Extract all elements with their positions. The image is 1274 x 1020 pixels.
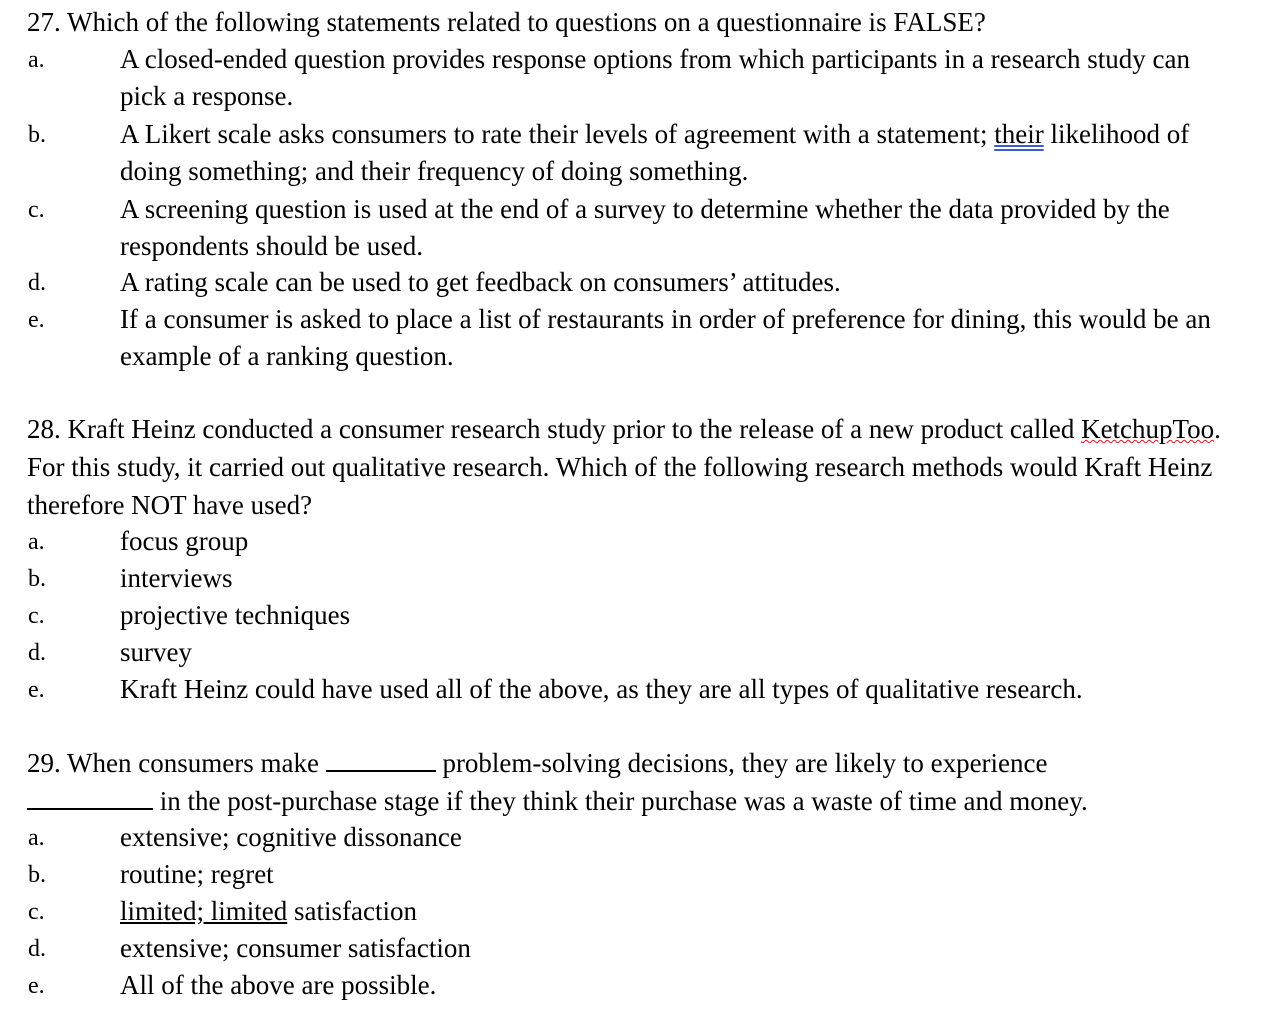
q28-option-e-text: Kraft Heinz could have used all of the above, as they are all types of qualitative research. [120, 674, 1083, 704]
q29-option-c-text: limited; limited satisfaction [120, 896, 417, 926]
q29-option-d-text: extensive; consumer satisfaction [120, 933, 471, 963]
q29-option-e-letter: e. [28, 973, 45, 999]
q29-option-b-text: routine; regret [120, 859, 274, 889]
q27-option-e-letter: e. [28, 307, 45, 333]
q27-option-b-letter: b. [28, 122, 46, 148]
q28-option-a-letter: a. [28, 529, 45, 555]
q27-option-b-text: A Likert scale asks consumers to rate their levels of agreement with a statement; their likelihood of doing something; and their frequency of doing something. [120, 119, 1190, 186]
q27-option-d-text: A rating scale can be used to get feedback on consumers’ attitudes. [120, 267, 841, 297]
q29-option-b-letter: b. [28, 862, 46, 888]
q28-option-c-letter: c. [28, 603, 45, 629]
q29-option-d-letter: d. [28, 936, 46, 962]
q28-option-d-text: survey [120, 637, 192, 667]
answer-blank-2 [27, 786, 153, 810]
spelling-mark: KetchupToo [1081, 414, 1215, 444]
q28-option-c-text: projective techniques [120, 600, 351, 630]
q28-option-a-text: focus group [120, 526, 249, 556]
q27-option-a-letter: a. [28, 47, 45, 73]
q29-option-a-text: extensive; cognitive dissonance [120, 822, 462, 852]
q29-option-a-letter: a. [28, 825, 45, 851]
question-27-title: 27. Which of the following statements related to questions on a questionnaire is FALSE? [27, 7, 986, 37]
question-29-title-line1: 29. When consumers make problem-solving decisions, they are likely to experience [27, 748, 1048, 778]
q27-option-a-text: A closed-ended question provides response options from which participants in a research study can pick a response. [120, 44, 1190, 111]
q27-option-c-letter: c. [28, 197, 45, 223]
question-29-title-line2: in the post-purchase stage if they think their purchase was a waste of time and money. [27, 782, 1088, 820]
q27-option-e-text: If a consumer is asked to place a list of restaurants in order of preference for dining, this would be an example of a ranking question. [120, 304, 1211, 371]
q28-option-b-letter: b. [28, 566, 46, 592]
q28-option-d-letter: d. [28, 640, 46, 666]
q28-option-b-text: interviews [120, 563, 233, 593]
q27-option-d-letter: d. [28, 270, 46, 296]
question-28-title: 28. Kraft Heinz conducted a consumer research study prior to the release of a new product called KetchupToo. For this study, it carried out qualitative research. Which of the following research methods would Kraft Heinz therefore NOT have used? [27, 414, 1221, 520]
q29-option-e-text: All of the above are possible. [120, 970, 437, 1000]
answer-blank-1 [326, 748, 436, 772]
q28-option-e-letter: e. [28, 677, 45, 703]
q27-option-c-text: A screening question is used at the end of a survey to determine whether the data provided by the respondents should be used. [120, 194, 1170, 261]
q29-option-c-letter: c. [28, 899, 45, 925]
grammar-mark: their [994, 119, 1044, 149]
